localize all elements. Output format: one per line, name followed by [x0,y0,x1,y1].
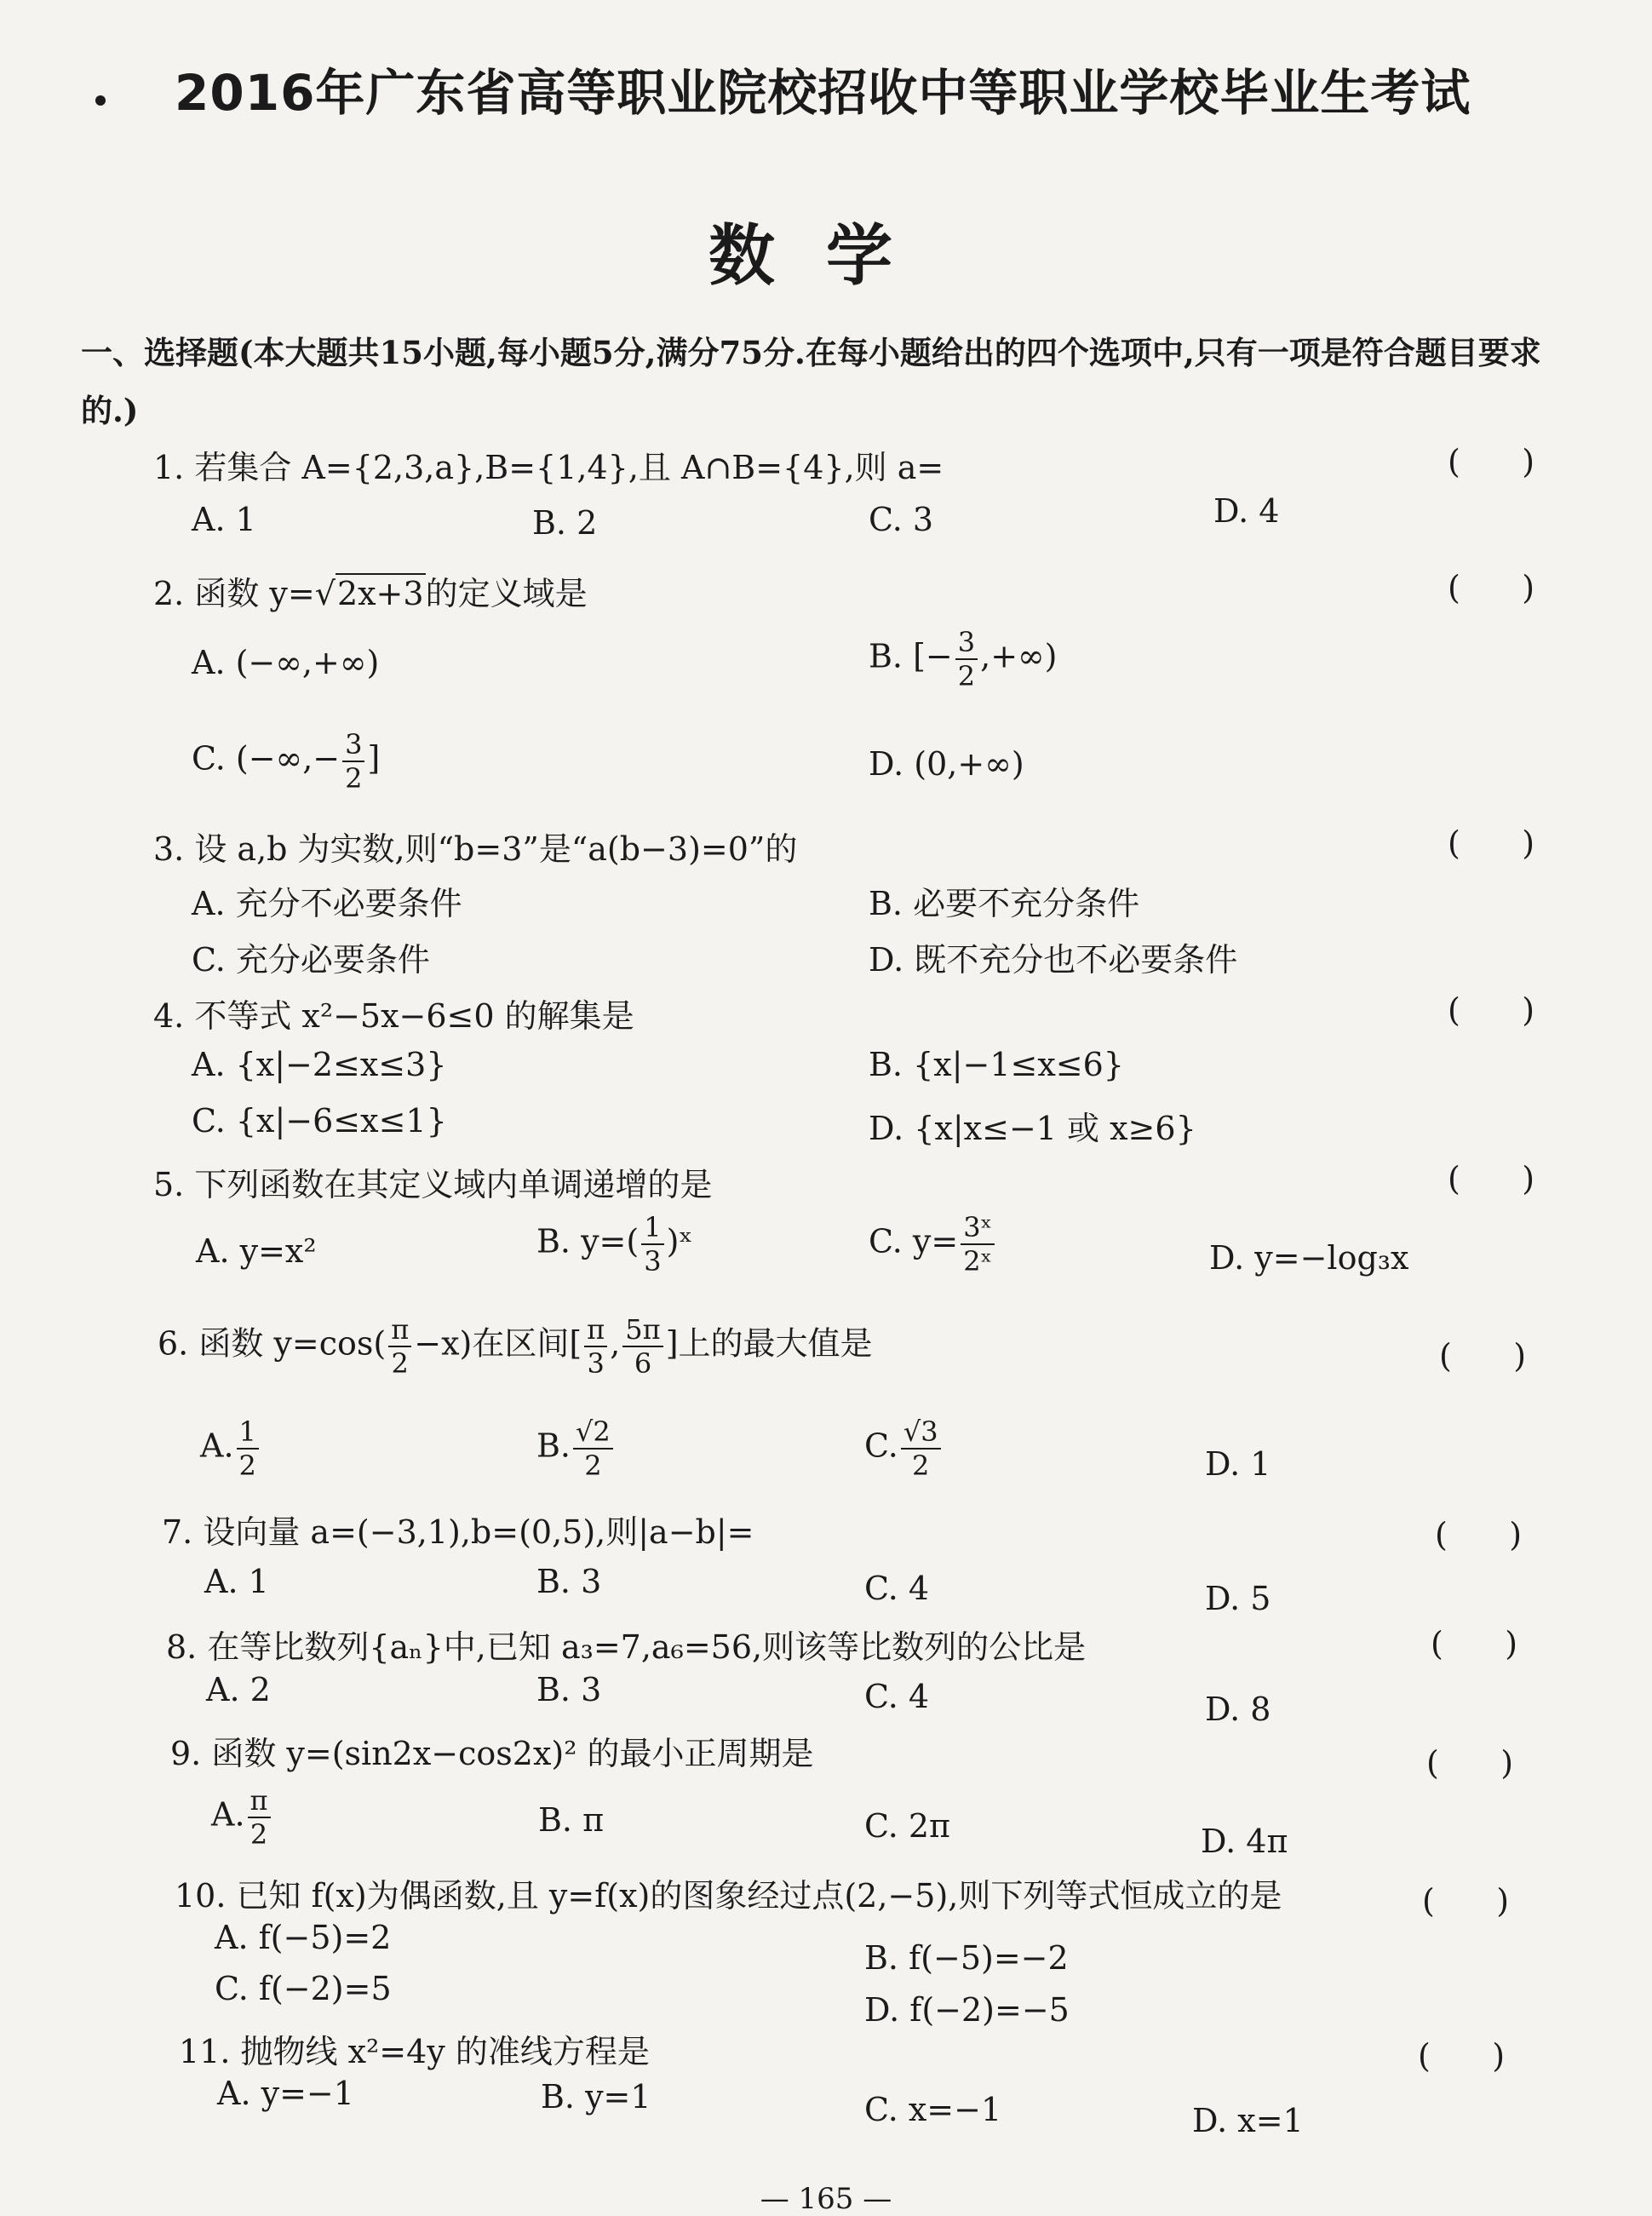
fraction [388,1313,411,1380]
q8-option-d: D. 8 [1205,1691,1271,1728]
fraction-numerator: √3 [901,1418,941,1450]
q7-option-d: D. 5 [1205,1580,1271,1617]
fraction [901,1415,941,1482]
fraction [342,728,364,795]
fraction-denominator: 2 [391,1347,409,1380]
q4-option-c: C. {x|−6≤x≤1} [192,1102,447,1140]
fraction [584,1313,607,1380]
fraction [237,1415,259,1482]
q2-option-b [869,626,1058,692]
q10-option-a: A. f(−5)=2 [215,1919,392,1956]
q10-option-c: C. f(−2)=5 [215,1970,392,2007]
answer-paren-7: ( ) [1435,1516,1523,1553]
fraction-numerator: 1 [641,1214,663,1245]
fraction-denominator: 3 [644,1245,662,1277]
q1-option-b: B. 2 [532,504,598,542]
q2-stem-start: 2. 函数 y= [153,575,315,612]
fraction-denominator: 2 [250,1818,268,1851]
fraction-numerator: 1 [237,1418,259,1450]
q2-option-a: A. (−∞,+∞) [192,644,380,681]
q11-option-a: A. y=−1 [217,2075,354,2112]
q11-option-c: C. x=−1 [864,2091,1002,2128]
question-9-stem: 9. 函数 y=(sin2x−cos2x)² 的最小正周期是 [170,1735,814,1772]
q6-stem-part-1: 6. 函数 y=cos( [158,1324,387,1363]
q5-option-b-end: )ˣ [666,1222,693,1260]
fraction-denominator: 6 [634,1347,652,1380]
q4-option-a: A. {x|−2≤x≤3} [192,1046,447,1083]
q1-option-c: C. 3 [869,501,934,538]
fraction-denominator: 2 [957,660,976,692]
q10-option-b: B. f(−5)=−2 [864,1939,1069,1977]
q3-option-b: B. 必要不充分条件 [869,885,1140,922]
q6-option-b [536,1415,616,1482]
fraction-numerator: π [388,1316,411,1347]
q5-option-c-start: C. y= [869,1222,959,1260]
question-8-stem: 8. 在等比数列{aₙ}中,已知 a₃=7,a₆=56,则该等比数列的公比是 [166,1628,1087,1666]
q6-stem-part-3: , [610,1324,621,1363]
q2-stem-end: 的定义域是 [425,575,588,612]
q8-option-c: C. 4 [864,1678,930,1715]
q5-option-b [536,1211,693,1277]
answer-paren-11: ( ) [1418,2037,1506,2075]
q6-option-c [864,1415,944,1482]
fraction [641,1211,663,1277]
q6-option-b-label: B. [536,1427,571,1465]
fraction-numerator: √2 [573,1418,613,1450]
answer-paren-2: ( ) [1448,569,1535,606]
fraction-numerator: π [248,1787,271,1818]
answer-paren-8: ( ) [1431,1625,1518,1662]
q8-option-a: A. 2 [206,1671,271,1708]
question-4-stem: 4. 不等式 x²−5x−6≤0 的解集是 [153,997,634,1035]
page-number: — 165 — [760,2182,892,2216]
q2-option-c [192,728,381,795]
section-heading: 一、选择题(本大题共15小题,每小题5分,满分75分.在每小题给出的四个选项中,只有一项是符合题目要求的.) [81,334,1541,429]
q9-option-c: C. 2π [864,1807,951,1845]
q4-option-b: B. {x|−1≤x≤6} [869,1046,1124,1083]
q1-option-a: A. 1 [192,501,256,538]
question-10-stem: 10. 已知 f(x)为偶函数,且 y=f(x)的图象经过点(2,−5),则下列等式恒成立的是 [175,1877,1282,1915]
fraction-denominator: 2 [345,762,363,795]
q2-sqrt-expression: 2x+3 [336,575,424,612]
fraction-numerator: π [584,1316,607,1347]
q2-option-c-start: C. (−∞,− [192,739,341,778]
q6-option-a [200,1415,261,1482]
q6-stem-part-4: ]上的最大值是 [665,1324,873,1363]
answer-paren-6: ( ) [1439,1337,1527,1375]
exam-title: 2016年广东省高等职业院校招收中等职业学校毕业生考试 [175,64,1471,122]
answer-paren-9: ( ) [1426,1744,1514,1782]
fraction-denominator: 3 [587,1347,605,1380]
question-6-stem [158,1313,873,1380]
q2-option-b-end: ,+∞) [980,637,1058,675]
q11-option-d: D. x=1 [1192,2102,1304,2139]
subject-title: 数学 [708,217,944,295]
q7-option-a: A. 1 [204,1563,269,1600]
question-1-stem: 1. 若集合 A={2,3,a},B={1,4},且 A∩B={4},则 a= [153,449,944,486]
q7-option-c: C. 4 [864,1570,930,1607]
fraction-numerator: 3 [342,731,364,762]
answer-paren-10: ( ) [1422,1882,1510,1920]
q11-option-b: B. y=1 [541,2078,651,2116]
q6-option-c-label: C. [864,1427,898,1465]
question-2-stem [153,567,588,614]
fraction-denominator: 2 [238,1450,256,1482]
answer-paren-5: ( ) [1448,1160,1535,1197]
answer-paren-4: ( ) [1448,991,1535,1029]
q5-option-b-start: B. y=( [536,1222,640,1260]
fraction-denominator: 2 [584,1450,602,1482]
question-7-stem: 7. 设向量 a=(−3,1),b=(0,5),则|a−b|= [162,1513,754,1551]
q3-option-a: A. 充分不必要条件 [192,885,462,922]
q6-option-a-label: A. [200,1427,234,1465]
question-3-stem: 3. 设 a,b 为实数,则“b=3”是“a(b−3)=0”的 [153,830,798,868]
q9-option-a [211,1784,273,1851]
q2-option-d: D. (0,+∞) [869,745,1024,783]
q2-option-c-end: ] [367,739,381,778]
bullet-dot [95,95,106,106]
q5-option-c [869,1211,997,1277]
fraction-numerator: 5π [622,1316,663,1347]
q10-option-d: D. f(−2)=−5 [864,1991,1070,2029]
q5-option-d: D. y=−log₃x [1209,1239,1409,1277]
q1-option-d: D. 4 [1213,492,1280,530]
q2-option-b-start: B. [− [869,637,953,675]
q8-option-b: B. 3 [536,1671,602,1708]
fraction-denominator: 2 [912,1450,930,1482]
fraction [622,1313,663,1380]
q9-option-b: B. π [538,1801,605,1839]
q4-option-d: D. {x|x≤−1 或 x≥6} [869,1110,1196,1147]
fraction [955,626,978,692]
q7-option-b: B. 3 [536,1563,602,1600]
fraction-denominator: 2ˣ [963,1245,993,1277]
fraction-numerator: 3ˣ [961,1214,995,1245]
fraction-numerator: 3 [955,629,978,660]
answer-paren-1: ( ) [1448,443,1535,480]
q9-option-d: D. 4π [1201,1823,1288,1860]
fraction [961,1211,995,1277]
fraction [248,1784,271,1851]
question-5-stem: 5. 下列函数在其定义域内单调递增的是 [153,1166,713,1203]
q6-stem-part-2: −x)在区间[ [414,1324,582,1363]
answer-paren-3: ( ) [1448,824,1535,862]
q9-option-a-label: A. [211,1795,245,1834]
fraction [573,1415,613,1482]
q3-option-c: C. 充分必要条件 [192,941,430,979]
q3-option-d: D. 既不充分也不必要条件 [869,941,1238,979]
q6-option-d: D. 1 [1205,1445,1271,1483]
question-11-stem: 11. 抛物线 x²=4y 的准线方程是 [179,2033,650,2070]
sqrt-radical: √ [314,575,336,612]
q5-option-a: A. y=x² [196,1232,317,1270]
